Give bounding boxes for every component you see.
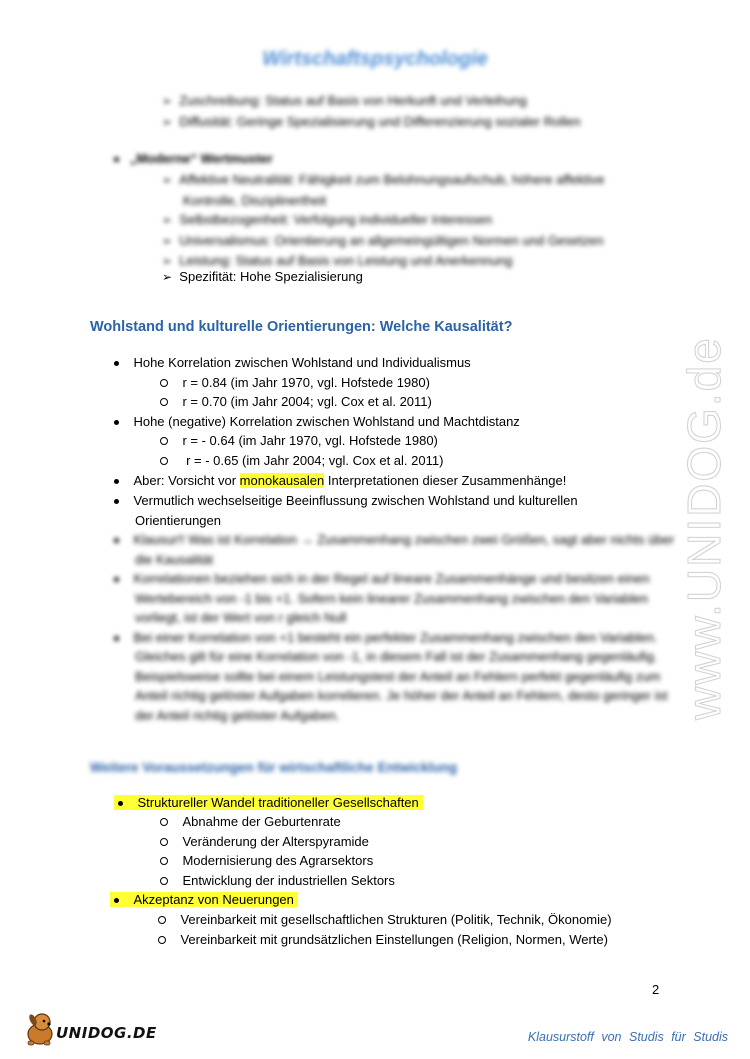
list-item: Selbstbezogenheit: Verfolgung individueller Interessen: [179, 212, 493, 227]
sub-item: Vereinbarkeit mit gesellschaftlichen Strukturen (Politik, Technik, Ökonomie): [158, 910, 612, 930]
bullet-icon: [114, 157, 119, 162]
bullet-icon: [114, 898, 119, 903]
sub-item: Abnahme der Geburtenrate: [160, 812, 341, 832]
sub-item: r = 0.70 (im Jahr 2004; vgl. Cox et al. 2011): [160, 392, 432, 412]
bullet-akzeptanz: Akzeptanz von Neuerungen: [110, 890, 298, 910]
svg-text:www.UNIDOG.de: www.UNIDOG.de: [678, 336, 730, 720]
circle-bullet-icon: [160, 398, 168, 406]
bullet-icon: [114, 577, 119, 582]
circle-bullet-icon: [160, 457, 168, 465]
circle-bullet-icon: [160, 877, 168, 885]
bullet-icon: [114, 479, 119, 484]
arrow-bullet-icon: ➢: [162, 114, 173, 129]
sub-item: Modernisierung des Agrarsektors: [160, 851, 373, 871]
bullet-icon: [114, 420, 119, 425]
list-item: Affektive Neutralität: Fähigkeit zum Belohnungsaufschub, höhere affektive: [179, 172, 605, 187]
arrow-bullet-icon: ➢: [162, 173, 173, 187]
section-heading-kausalitaet: Wohlstand und kulturelle Orientierungen: Welche Kausalität?: [90, 319, 513, 335]
bullet-monokausal: Aber: Vorsicht vor monokausalen Interpretationen dieser Zusammenhänge!: [114, 471, 566, 491]
blurred-list-top: [162, 91, 581, 132]
sub-item: r = - 0.65 (im Jahr 2004; vgl. Cox et al. 2011): [160, 451, 443, 471]
circle-bullet-icon: [160, 838, 168, 846]
arrow-bullet-icon: ➢: [162, 270, 173, 284]
blurred-korrelation-notes: Klausur!! Was ist Korrelation → Zusammenhang zwischen zwei Größen, sagt aber nichts über die Kausalität Korrelationen beziehen sich in der Regel auf lineare Zusammenhänge und besitzen einen Wertebereich von -1 bis +1. Sofern kein linearer Zusammenhang zwischen den Variablen vorliegt, ist der Wert von r gleich Null Bei einer Korrelation von +1 besteht ein perfekter Zusammenhang zwischen den Variablen. Gleiches gilt für eine Korrelation von -1, in diesem Fall ist der Zusammenhang gegenläufig. Beispielsweise sollte bei einem Leistungstest der Anteil an Fehlern perfekt gegenläufig zum Anteil richtig gelöster Aufgaben korrelieren. Je höher der Anteil an Fehlern, desto geringer ist der Anteil richtig gelöster Aufgaben.: [114, 530, 674, 725]
logo-text: UNIDOG.DE: [56, 1024, 157, 1042]
modern-heading: „Moderne“ Wertmuster: [114, 149, 273, 169]
bullet-icon: [114, 361, 119, 366]
sub-item: Vereinbarkeit mit grundsätzlichen Einstellungen (Religion, Normen, Werte): [158, 930, 608, 950]
arrow-bullet-icon: ➢: [162, 213, 173, 227]
footer-logo[interactable]: [22, 1010, 157, 1048]
list-item: Zuschreibung: Status auf Basis von Herkunft und Verleihung: [179, 93, 527, 108]
circle-bullet-icon: [158, 916, 166, 924]
arrow-bullet-icon: ➢: [162, 254, 173, 268]
sub-item: Entwicklung der industriellen Sektors: [160, 871, 395, 891]
bullet-icon: [118, 801, 123, 806]
circle-bullet-icon: [160, 818, 168, 826]
page-title: Wirtschaftspsychologie: [262, 48, 488, 70]
bullet-icon: [114, 499, 119, 504]
modern-list: [162, 170, 604, 272]
bullet-strukturwandel: Struktureller Wandel traditioneller Gesellschaften: [114, 793, 423, 813]
circle-bullet-icon: [158, 936, 166, 944]
list-item: Diffusität: Geringe Spezialisierung und Differenzierung sozialer Rollen: [179, 113, 581, 129]
bullet-icon: [114, 636, 119, 641]
sub-item: r = 0.84 (im Jahr 1970, vgl. Hofstede 1980): [160, 373, 430, 393]
list-item: Leistung: Status auf Basis von Leistung und Anerkennung: [179, 253, 513, 268]
list-item: Kontrolle, Disziplinertheit: [183, 192, 327, 208]
arrow-bullet-icon: ➢: [162, 94, 173, 108]
circle-bullet-icon: [160, 437, 168, 445]
bullet-machtdistanz: Hohe (negative) Korrelation zwischen Wohlstand und Machtdistanz: [114, 412, 520, 432]
sub-item: Veränderung der Alterspyramide: [160, 832, 369, 852]
watermark: [648, 270, 750, 730]
list-item: Universalismus: Orientierung an allgemeingültigen Normen und Gesetzen: [179, 232, 604, 248]
footer-tagline: Klausurstoff von Studis für Studis: [527, 1030, 728, 1044]
bullet-icon: [114, 538, 119, 543]
circle-bullet-icon: [160, 857, 168, 865]
page-number: 2: [652, 982, 660, 997]
bullet-individualismus: Hohe Korrelation zwischen Wohlstand und Individualismus: [114, 353, 471, 373]
sub-item: r = - 0.64 (im Jahr 1970, vgl. Hofstede 1980): [160, 431, 438, 451]
bullet-wechselseitig: Vermutlich wechselseitige Beeinflussung zwischen Wohlstand und kulturellen: [114, 491, 578, 511]
arrow-bullet-icon: ➢: [162, 233, 173, 248]
circle-bullet-icon: [160, 379, 168, 387]
section-heading-voraussetzungen: Weitere Voraussetzungen für wirtschaftliche Entwicklung: [90, 760, 458, 775]
highlighted-word: monokausalen: [239, 473, 325, 488]
bullet-wechselseitig-cont: Orientierungen: [135, 513, 221, 528]
list-item-spezifitaet: ➢ Spezifität: Hohe Spezialisierung: [162, 269, 363, 284]
